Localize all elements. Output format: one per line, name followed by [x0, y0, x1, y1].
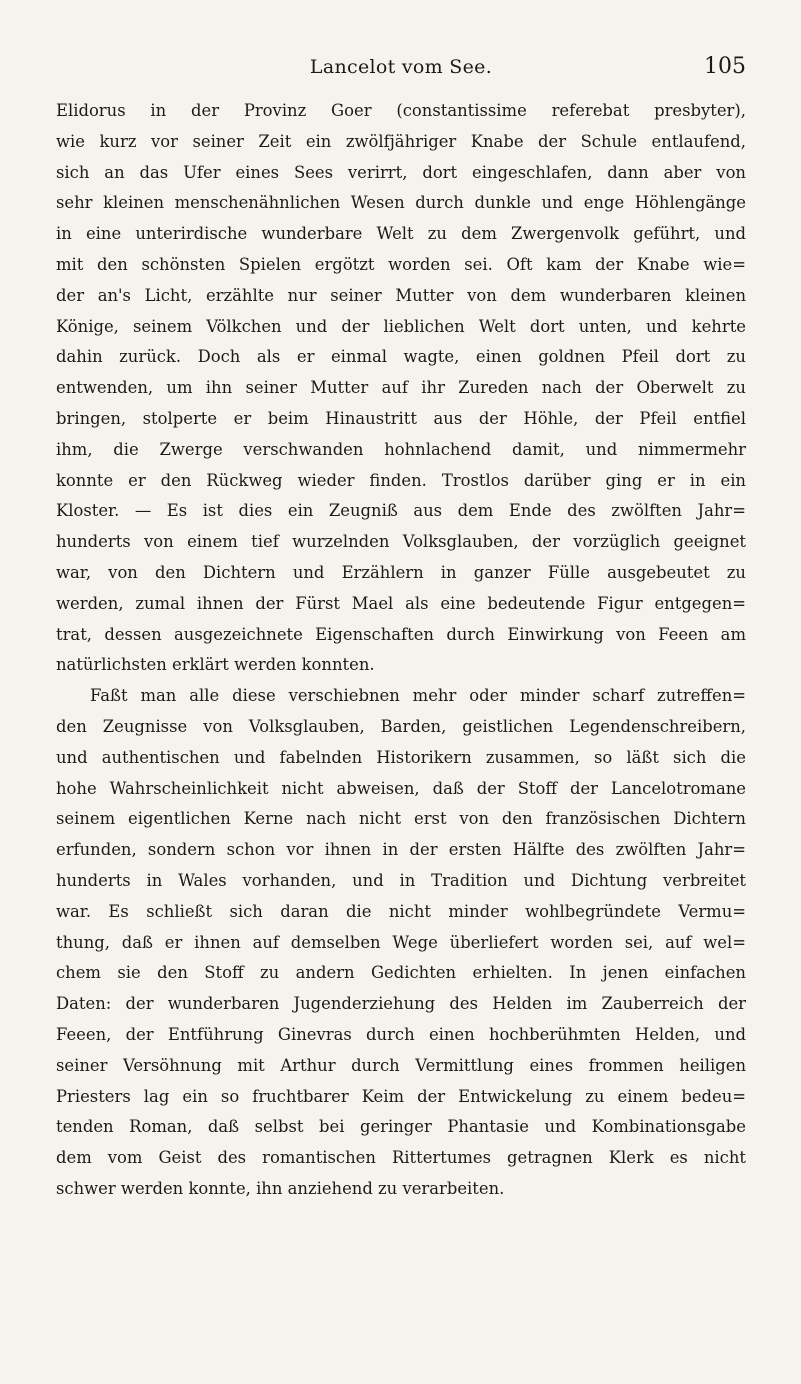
text-line: sehr kleinen menschenähnlichen Wesen durch dunkle und enge Höhlengänge: [56, 193, 746, 213]
text-line: dem vom Geist des romantischen Rittertumes getragnen Klerk es nicht: [56, 1148, 746, 1168]
text-line: Daten: der wunderbaren Jugenderziehung des Helden im Zauberreich der: [56, 994, 746, 1014]
text-line: und authentischen und fabelnden Historikern zusammen, so läßt sich die: [56, 747, 746, 767]
text-line: ihm, die Zwerge verschwanden hohnlachend damit, und nimmermehr: [56, 439, 746, 459]
text-line: war. Es schließt sich daran die nicht minder wohlbegründete Vermu=: [56, 901, 746, 921]
text-line: der an's Licht, erzählte nur seiner Mutter von dem wunderbaren kleinen: [56, 285, 746, 305]
text-line: konnte er den Rückweg wieder finden. Trostlos darüber ging er in ein: [56, 470, 746, 490]
text-line: seiner Versöhnung mit Arthur durch Vermittlung eines frommen heiligen: [56, 1055, 746, 1075]
text-line: sich an das Ufer eines Sees verirrt, dort eingeschlafen, dann aber von: [56, 162, 746, 182]
text-line: war, von den Dichtern und Erzählern in ganzer Fülle ausgebeutet zu: [56, 562, 746, 582]
paragraph-end-line: schwer werden konnte, ihn anziehend zu verarbeiten.: [56, 1178, 505, 1198]
text-line: tenden Roman, daß selbst bei geringer Phantasie und Kombinationsgabe: [56, 1117, 746, 1137]
running-title: Lancelot vom See.: [309, 56, 493, 78]
body-text: [56, 96, 746, 1205]
text-line: in eine unterirdische wunderbare Welt zu dem Zwergenvolk geführt, und: [56, 224, 746, 244]
text-line: den Zeugnisse von Volksglauben, Barden, geistlichen Legendenschreibern,: [56, 716, 746, 736]
text-line: dahin zurück. Doch als er einmal wagte, einen goldnen Pfeil dort zu: [56, 347, 746, 367]
text-line: Priesters lag ein so fruchtbarer Keim der Entwickelung zu einem bedeu=: [56, 1086, 746, 1106]
text-line: Elidorus in der Provinz Goer (constantissime referebat presbyter),: [56, 101, 746, 120]
text-line: seinem eigentlichen Kerne nach nicht erst von den französischen Dichtern: [56, 809, 746, 829]
text-line: Feeen, der Entführung Ginevras durch einen hochberühmten Helden, und: [56, 1024, 746, 1044]
text-line: Kloster. — Es ist dies ein Zeugniß aus dem Ende des zwölften Jahr=: [56, 501, 746, 521]
text-line: entwenden, um ihn seiner Mutter auf ihr Zureden nach der Oberwelt zu: [56, 378, 746, 398]
text-line: Könige, seinem Völkchen und der lieblichen Welt dort unten, und kehrte: [56, 316, 746, 336]
text-line: hohe Wahrscheinlichkeit nicht abweisen, daß der Stoff der Lancelotromane: [56, 778, 746, 798]
text-line: mit den schönsten Spielen ergötzt worden sei. Oft kam der Knabe wie=: [56, 254, 746, 274]
page-number: 105: [704, 54, 746, 79]
paragraph-start-line: Faßt man alle diese verschiebnen mehr oder minder scharf zutreffen=: [90, 686, 746, 706]
paragraph-end-line: natürlichsten erklärt werden konnten.: [56, 655, 375, 675]
text-line: hunderts in Wales vorhanden, und in Tradition und Dichtung verbreitet: [56, 870, 746, 890]
text-line: thung, daß er ihnen auf demselben Wege überliefert worden sei, auf wel=: [56, 932, 746, 952]
text-line: wie kurz vor seiner Zeit ein zwölfjähriger Knabe der Schule entlaufend,: [56, 131, 746, 151]
text-line: chem sie den Stoff zu andern Gedichten erhielten. In jenen einfachen: [56, 963, 746, 983]
text-line: werden, zumal ihnen der Fürst Mael als eine bedeutende Figur entgegen=: [56, 593, 746, 613]
text-line: trat, dessen ausgezeichnete Eigenschaften durch Einwirkung von Feeen am: [56, 624, 746, 644]
text-line: hunderts von einem tief wurzelnden Volksglauben, der vorzüglich geeignet: [56, 532, 746, 552]
running-header: [56, 56, 746, 84]
text-line: bringen, stolperte er beim Hinaustritt aus der Höhle, der Pfeil entfiel: [56, 408, 746, 428]
text-line: erfunden, sondern schon vor ihnen in der ersten Hälfte des zwölften Jahr=: [56, 840, 746, 860]
